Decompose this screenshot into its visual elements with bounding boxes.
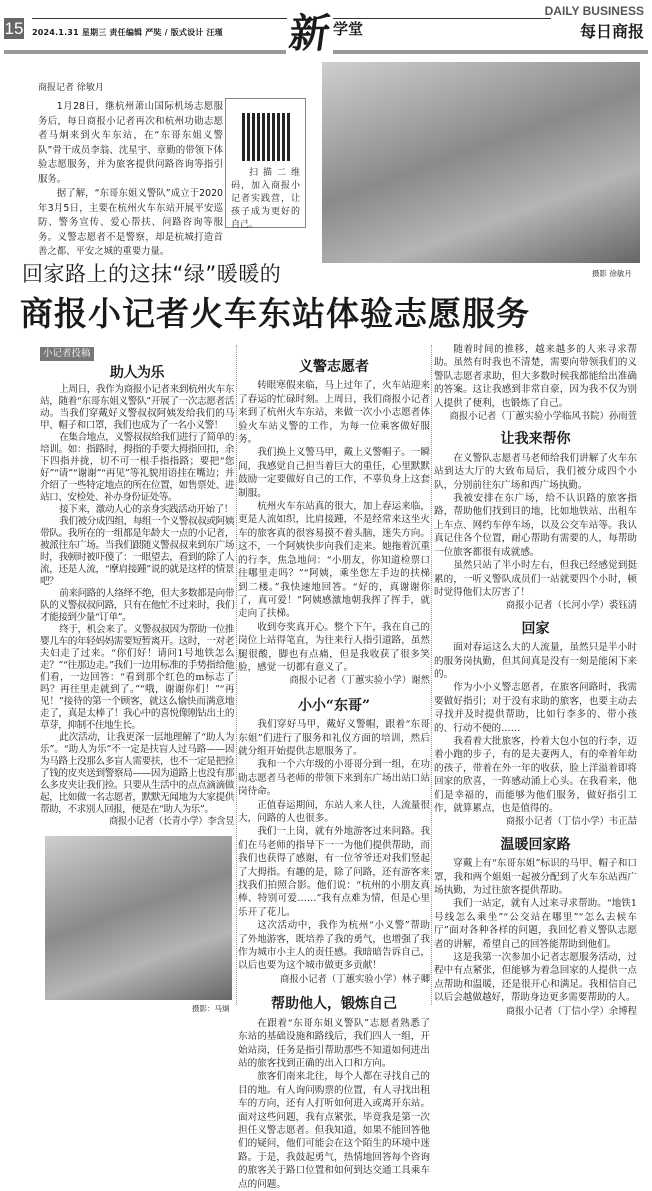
paragraph: 我们穿好马甲，戴好义警帽，跟着“东哥东姐”们进行了服务和礼仪方面的培训，然后就分组开始提供志愿服务了。 bbox=[238, 719, 430, 757]
intro-paragraph: 据了解，“东哥东姐义警队”成立于2020年3月5日，主要在杭州火车东站开展平安巡防、警务宣传、爱心帮扶、问路咨询等服务。义警志愿者不是警察，却是杭城打造首善之都、平安之城的重要力量。 bbox=[38, 188, 223, 257]
paragraph: 旅客们南来北往，每个人都在寻找自己的目的地。有人询问购票的位置，有人寻找出租车的方向，还有人打听如何进入或离开东站。面对这些问题，我有点紧张，毕竟我是第一次担任义警志愿者。但我知道，如果不能回答他们的疑问，他们可能会在这个陌生的环境中迷路。于是，我鼓起勇气，热情地回答每个咨询的旅客关于路口位置和如何到达交通工具乘车点的问题。 bbox=[238, 1071, 430, 1190]
column-divider bbox=[431, 345, 432, 1005]
paragraph: 此次活动，让我更深一层地理解了“助人为乐”。“助人为乐”不一定是扶盲人过马路——因为马路上没那么多盲人需要扶，也不一定是把捡了钱的皮夹送到警察局——因为道路上也没有那么多皮夹让我们捡。只要从生活中的点点滴滴做起，比如做一名志愿者，默默无闻地为大家提供帮助，不求别人回报，便是在“助人为乐”。 bbox=[40, 732, 234, 815]
author: 商报小记者（丁信小学）韦正喆 bbox=[505, 816, 637, 828]
section-name: 学堂 bbox=[333, 20, 364, 38]
paragraph: 我们换上义警马甲，戴上义警帽子。一瞬间，我感觉自己担当着巨大的重任，心里默默鼓励一定要做好自己的工作，不辜负身上这套制服。 bbox=[238, 447, 430, 499]
dateline: 2024.1.31 星期三 责任编辑 严奘 / 版式设计 汪瑾 bbox=[32, 28, 223, 37]
paragraph: 我们一站定，就有人过来寻求帮助。“地铁1号线怎么乘坐”“公交站在哪里”“怎么去候车厅”面对各种各样的问题，我回忆着义警队志愿者的讲解，希望自己的回答能帮助到他们。 bbox=[434, 898, 637, 950]
paragraph: 在集合地点，义警叔叔给我们进行了简单的培训。如：指路时，拇指的手要大拇指回扣，余下四指并拢，切不可一根手指指路；要把“您好”“请”“谢谢”“再见”等礼貌用语挂在嘴边；并介绍了一些特定地点的所在位置，如售票处、进站口、安检处、补办身份证处等。 bbox=[40, 432, 234, 503]
author: 商报小记者（长河小学）裘钰清 bbox=[505, 600, 637, 612]
author: 商报小记者（丁蕙实验小学临风书院）孙雨萱 bbox=[449, 411, 637, 423]
qr-box bbox=[225, 98, 306, 228]
paragraph: 接下来，激动人心的亲身实践活动开始了！ bbox=[59, 504, 233, 515]
qr-caption: 扫描二维码，加入商报小记者实践营，让孩子成为更好的自己。 bbox=[231, 168, 300, 230]
paragraph: 收到夸奖真开心。整个下午，我在自己的岗位上站得笔直，为往来行人指引道路，虽然腿很酸，脚也有点痛，但是我收获了很多笑脸，感觉一切都有意义了。 bbox=[238, 621, 430, 673]
paragraph: 杭州火车东站真的很大，加上春运来临，更是人流如织，比肩接踵，不是经常来这坐火车的旅客真的很容易摸不着头脑，迷失方向。这不，一个阿姨快步向我们走来。她拖着沉重的行李，焦急地问：“小朋友，你知道检票口往哪里走吗？”“阿姨，乘坐您左手边的扶梯到二楼。”我快速地回答。“好的，真谢谢你了，真可爱！”阿姨感激地朝我挥了挥手，就走向了扶梯。 bbox=[238, 501, 430, 620]
article-title: 让我来帮你 bbox=[500, 431, 571, 448]
paragraph: 我们一上岗，就有外地游客过来问路。我们在马老师的指导下一一为他们提供帮助，而我们也获得了感谢，有一位爷爷还对我们竖起了大拇指。有趣的是，除了问路，还有游客来找我们拍照合影。他们说：“杭州的小朋友真棒、特别可爱……”我有点难为情，但是心里乐开了花儿。 bbox=[238, 826, 430, 918]
paragraph: 前来问路的人络绎不绝，但大多数都是向带队的义警叔叔问路，只有在他忙不过来时，我们才能接到少量“订单”。 bbox=[40, 588, 234, 623]
column-left bbox=[40, 347, 234, 828]
brand-chinese: 每日商报 bbox=[579, 22, 644, 41]
paragraph: 转眼寒假来临，马上过年了，火车站迎来了春运的忙碌时刻。上周日，我们商报小记者来到了杭州火车东站，来做一次小小志愿者体验火车站义警的工作，为每一位乘客做好服务。 bbox=[238, 380, 430, 446]
paragraph: 正值春运期间，东站人来人往，人流量很大，问路的人也很多。 bbox=[238, 799, 430, 824]
paragraph: 上周日，我作为商报小记者来到杭州火车东站，随着“东哥东姐义警队”开展了一次志愿者活动。当我们穿戴好义警叔叔阿姨发给我们的马甲、帽子和口罩，我们也成为了一名小义警！ bbox=[40, 384, 234, 431]
column-tag: 小记者投稿 bbox=[40, 347, 94, 361]
column-middle bbox=[238, 355, 430, 1191]
paragraph: 我看着大批旅客，拎着大包小包的行李，迈着小跑的步子，有的是夫妻两人，有的牵着年幼的孩子，带着在外一年的收获，脸上洋溢着即将回家的欣喜，一阵感动涌上心头。在我看来，他们是幸福的，而能够为他们服务，做好指引工作，就算累点，也是值得的。 bbox=[434, 735, 637, 814]
article-title: 回家 bbox=[521, 620, 550, 637]
subheadline: 回家路上的这抹“绿”暖暖的 bbox=[22, 262, 282, 286]
article-title: 义警志愿者 bbox=[299, 359, 369, 375]
article-title: 帮助他人，锻炼自己 bbox=[271, 996, 397, 1013]
headline: 商报小记者火车东站体验志愿服务 bbox=[20, 294, 530, 333]
paragraph: 穿戴上有“东哥东姐”标识的马甲、帽子和口罩，我和两个姐姐一起被分配到了火车东站西广场执勤，为过往旅客提供帮助。 bbox=[434, 858, 637, 897]
paragraph: 在跟着“东哥东姐义警队”志愿者熟悉了东站的基础设施和路线后，我们四人一组，开始站岗，任务是指引帮助那些不知道如何进出站的旅客找到正确的出入口和方向。 bbox=[238, 1017, 430, 1069]
author: 商报小记者（丁蕙实验小学）谢然 bbox=[289, 675, 430, 687]
column-divider bbox=[236, 345, 237, 1005]
paragraph: 我和一个六年级的小哥哥分到一组，在功勋志愿者马老师的带领下来到东广场出站口站岗待命。 bbox=[238, 759, 430, 798]
paragraph: 虽然只站了半小时左右，但我已经感觉到挺累的，一听义警队成员们一站就要四个小时，顿时觉得他们太厉害了！ bbox=[434, 560, 637, 598]
photo-credit: 摄影 徐敏月 bbox=[592, 269, 632, 278]
paragraph: 随着时间的推移，越来越多的人来寻求帮助。虽然有时我也不清楚，需要向带领我们的义警队志愿者求助，但大多数时候我都能给出准确的答案。这让我感到非常自豪，因为我不仅为别人提供了便利，也锻炼了自己。 bbox=[434, 344, 637, 409]
section-logo: 新 bbox=[286, 10, 333, 57]
article-title: 助人为乐 bbox=[109, 365, 165, 381]
header-rule-left bbox=[4, 50, 286, 54]
paragraph: 我们被分成四组，每组一个义警叔叔或阿姨带队。我所在的一组都是年龄大一点的小记者，被派往东广场。当我们跟随义警叔叔来到东广场时，我顿时被吓傻了：一眼望去，看到的除了人流，还是人流，“摩肩接踵”说的就是这样的情景吧？ bbox=[40, 516, 234, 587]
paragraph: 这是我第一次参加小记者志愿服务活动，过程中有点紧张，但能够为着急回家的人提供一点点帮助和温暖，还是很开心和满足。我相信自己以后会越做越好，帮助身边更多需要帮助的人。 bbox=[434, 952, 637, 1004]
page-number: 15 bbox=[4, 19, 24, 38]
intro-text bbox=[38, 100, 223, 260]
intro-paragraph: 1月28日，继杭州萧山国际机场志愿服务后，每日商报小记者再次和杭州功勋志愿者马炯来到火车东站，在“东哥东姐义警队”骨干成员李翁、沈星宇、章勤的带领下体验志愿服务，并为旅客提供问路咨询等指引服务。 bbox=[38, 101, 223, 185]
author: 商报小记者（丁信小学）余博程 bbox=[505, 1005, 637, 1017]
paragraph: 终于，机会来了。义警叔叔因为帮助一位推婴儿车的年轻妈妈需要短暂离开。这时，一对老夫妇走了过来。“你们好！请问1号地铁怎么走？”“往那边走。”我们一边用标准的手势指给他们看，一边回答：“看到那个红色的m标志了吗？再往里走就到了。”“哦，谢谢你们！”“再见！”接待的第一个顾客，就这么愉快而满意地走了，真是太棒了！我心中的喜悦像刚钻出土的草芽，抑制不住地生长。 bbox=[40, 624, 234, 731]
header-line-right bbox=[333, 18, 551, 19]
paragraph: 在义警队志愿者马老师给我们讲解了火车东站到达大厅的大致布局后，我们被分成四个小队，分别前往东广场和西广场执勤。 bbox=[434, 452, 637, 491]
article-title: 温暖回家路 bbox=[500, 836, 571, 853]
article-title: 小小“东哥” bbox=[297, 697, 371, 714]
header-rule-right bbox=[333, 50, 648, 54]
paragraph: 这次活动中，我作为杭州“小义警”帮助了外地游客，既培养了我的勇气，也增强了我作为城市小主人的责任感。我暗暗告诉自己，以后也要为这个城市做更多贡献！ bbox=[238, 920, 430, 972]
paragraph: 我被安排在东广场，给不认识路的旅客指路，帮助他们找到目的地，比如地铁站、出租车上车点、网约车停车场，以及公交车站等。我认真记住各个位置，耐心帮助有需要的人，每帮助一位旅客都很有成就感。 bbox=[434, 493, 637, 558]
qr-code-icon[interactable] bbox=[242, 113, 290, 161]
author: 商报小记者（长青小学）李含昱 bbox=[109, 816, 234, 827]
header-line-left bbox=[32, 18, 287, 19]
paragraph: 面对春运这么大的人流量，虽然只是半小时的服务岗执勤，但其间真是没有一刻是能闲下来的。 bbox=[434, 642, 637, 680]
photo-station-hall bbox=[45, 836, 232, 1000]
photo-volunteers-helping bbox=[322, 62, 640, 263]
column-right bbox=[434, 343, 637, 1018]
brand-english: DAILY BUSINESS bbox=[544, 4, 644, 18]
author: 商报小记者（丁蕙实验小学）林子卿 bbox=[279, 973, 430, 985]
byline: 商报记者 徐敏月 bbox=[38, 83, 104, 93]
photo-credit: 摄影：马炯 bbox=[192, 1004, 230, 1013]
paragraph: 作为小小义警志愿者，在旅客问路时，我需要做好指引；对于没有求助的旅客，也要主动去寻找并及时提供帮助，比如行李多的、带小孩的、行动不便的…… bbox=[434, 682, 637, 734]
